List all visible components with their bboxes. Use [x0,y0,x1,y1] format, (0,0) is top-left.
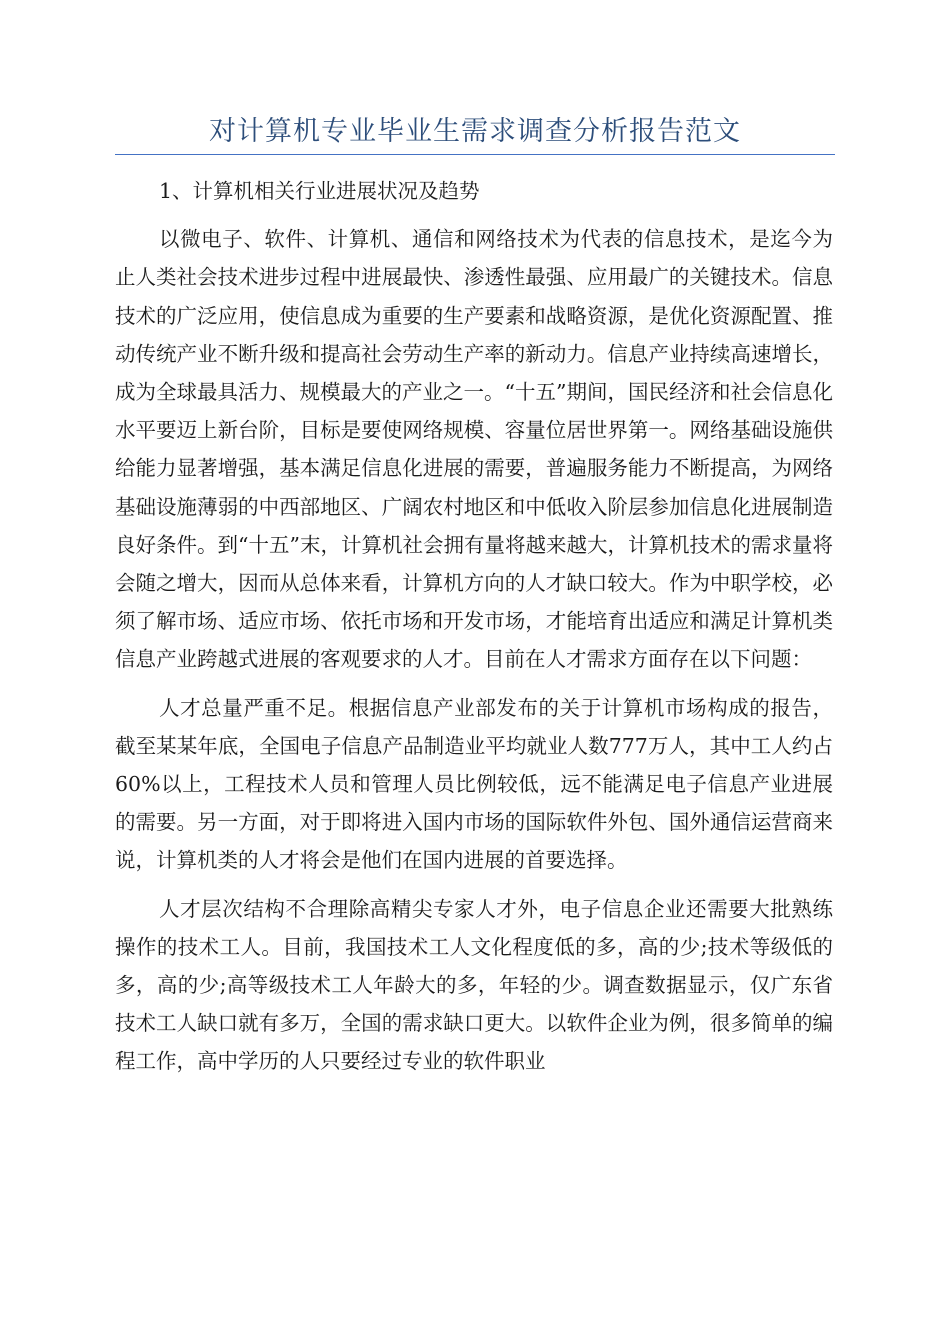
document-title: 对计算机专业毕业生需求调查分析报告范文 [209,116,741,147]
document-body [115,172,833,1091]
paragraph-2: 人才总量严重不足。根据信息产业部发布的关于计算机市场构成的报告，截至某某年底，全国电子信息产品制造业平均就业人数777万人，其中工人约占60%以上，工程技术人员和管理人员比例较低，远不能满足电子信息产业进展的需要。另一方面，对于即将进入国内市场的国际软件外包、国外通信运营商来说，计算机类的人才将会是他们在国内进展的首要选择。 [115,695,833,873]
paragraph-1: 以微电子、软件、计算机、通信和网络技术为代表的信息技术，是迄今为止人类社会技术进步过程中进展最快、渗透性最强、应用最广的关键技术。信息技术的广泛应用，使信息成为重要的生产要素和战略资源，是优化资源配置、推动传统产业不断升级和提高社会劳动生产率的新动力。信息产业持续高速增长，成为全球最具活力、规模最大的产业之一。“十五”期间，国民经济和社会信息化水平要迈上新台阶，目标是要使网络规模、容量位居世界第一。网络基础设施供给能力显著增强，基本满足信息化进展的需要，普遍服务能力不断提高，为网络基础设施薄弱的中西部地区、广阔农村地区和中低收入阶层参加信息化进展制造良好条件。到“十五”末，计算机社会拥有量将越来越大，计算机技术的需求量将会随之增大，因而从总体来看，计算机方向的人才缺口较大。作为中职学校，必须了解市场、适应市场、依托市场和开发市场，才能培育出适应和满足计算机类信息产业跨越式进展的客观要求的人才。目前在人才需求方面存在以下问题： [115,227,833,672]
paragraph-3: 人才层次结构不合理除高精尖专家人才外，电子信息企业还需要大批熟练操作的技术工人。目前，我国技术工人文化程度低的多，高的少;技术等级低的多，高的少;高等级技术工人年龄大的多，年轻的少。调查数据显示，仅广东省技术工人缺口就有多万，全国的需求缺口更大。以软件企业为例，很多简单的编程工作，高中学历的人只要经过专业的软件职业 [115,896,833,1074]
section-heading: 1、计算机相关行业进展状况及趋势 [159,179,480,203]
title-underline [115,154,835,155]
